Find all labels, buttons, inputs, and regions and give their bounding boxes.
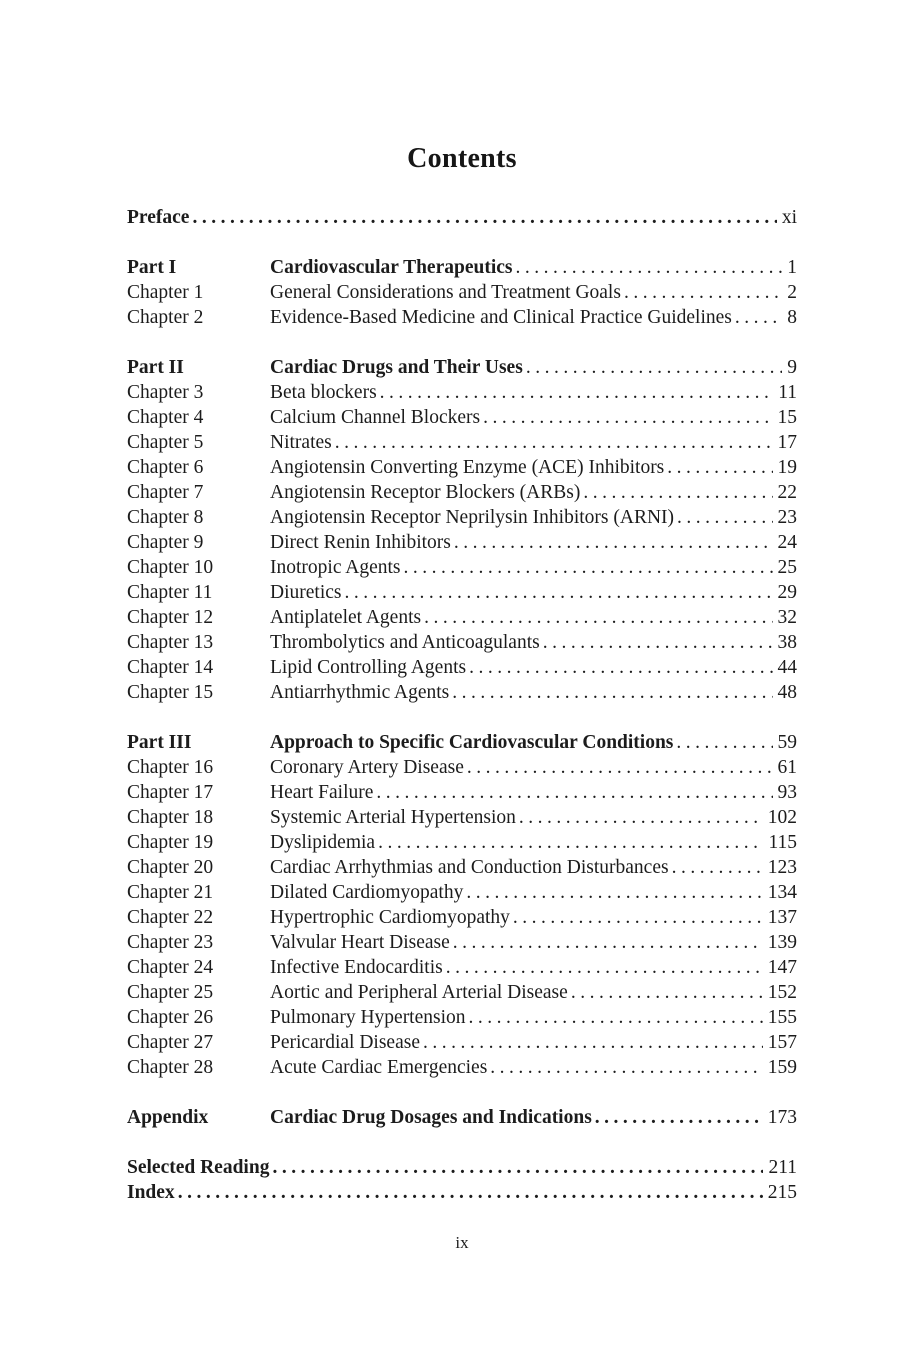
- toc-entry-label: Chapter 27: [127, 1032, 214, 1053]
- toc-row: [127, 730, 797, 755]
- toc-entry-page: xi: [781, 207, 797, 228]
- toc-entry-title: Aortic and Peripheral Arterial Disease: [270, 982, 568, 1003]
- toc-entry-page: 147: [767, 957, 797, 978]
- toc-row: [127, 905, 797, 930]
- toc-entry-page: 22: [777, 482, 797, 503]
- toc: [127, 205, 797, 1205]
- contents-page: [127, 0, 797, 1255]
- toc-entry-title: Angiotensin Receptor Neprilysin Inhibitors (ARNI): [270, 507, 675, 528]
- dot-leader: [543, 630, 773, 655]
- toc-entry-label: Chapter 23: [127, 932, 214, 953]
- dot-leader: [513, 905, 763, 930]
- toc-entry-title: Antiarrhythmic Agents: [270, 682, 450, 703]
- dot-leader: [178, 1180, 763, 1205]
- toc-entry-label: Chapter 12: [127, 607, 214, 628]
- toc-row: [127, 1030, 797, 1055]
- dot-leader: [667, 455, 772, 480]
- toc-entry-page: 24: [777, 532, 797, 553]
- toc-entry-title: Dilated Cardiomyopathy: [270, 882, 464, 903]
- toc-row: [127, 830, 797, 855]
- toc-entry-page: 59: [777, 732, 797, 753]
- toc-entry-page: 61: [777, 757, 797, 778]
- toc-entry-title: Preface: [127, 207, 190, 228]
- dot-leader: [469, 1005, 763, 1030]
- toc-entry-title: Acute Cardiac Emergencies: [270, 1057, 488, 1078]
- toc-section: [127, 1105, 797, 1130]
- toc-entry-page: 32: [777, 607, 797, 628]
- dot-leader: [583, 480, 772, 505]
- toc-row: [127, 305, 797, 330]
- dot-leader: [595, 1105, 763, 1130]
- toc-entry-title: Cardiac Arrhythmias and Conduction Disturbances: [270, 857, 669, 878]
- toc-entry-page: 17: [777, 432, 797, 453]
- toc-entry-title: Angiotensin Receptor Blockers (ARBs): [270, 482, 581, 503]
- toc-entry-page: 93: [777, 782, 797, 803]
- toc-row: [127, 1180, 797, 1205]
- toc-entry-page: 44: [777, 657, 797, 678]
- dot-leader: [483, 405, 772, 430]
- toc-row: [127, 630, 797, 655]
- dot-leader: [672, 855, 763, 880]
- dot-leader: [467, 755, 773, 780]
- dot-leader: [735, 305, 782, 330]
- dot-leader: [272, 1155, 763, 1180]
- toc-entry-title: Pulmonary Hypertension: [270, 1007, 466, 1028]
- dot-leader: [452, 680, 772, 705]
- toc-entry-title: Selected Reading: [127, 1157, 270, 1178]
- dot-leader: [446, 955, 763, 980]
- dot-leader: [469, 655, 772, 680]
- toc-entry-label: Chapter 6: [127, 457, 204, 478]
- toc-section: [127, 730, 797, 1080]
- toc-row: [127, 555, 797, 580]
- dot-leader: [378, 830, 763, 855]
- toc-entry-label: Chapter 15: [127, 682, 214, 703]
- toc-entry-page: 215: [767, 1182, 797, 1203]
- toc-entry-page: 159: [767, 1057, 797, 1078]
- toc-row: [127, 655, 797, 680]
- dot-leader: [424, 605, 772, 630]
- toc-entry-title: Pericardial Disease: [270, 1032, 420, 1053]
- toc-row: [127, 1055, 797, 1080]
- toc-entry-title: General Considerations and Treatment Goals: [270, 282, 621, 303]
- dot-leader: [490, 1055, 762, 1080]
- dot-leader: [526, 355, 782, 380]
- dot-leader: [376, 780, 772, 805]
- dot-leader: [454, 530, 773, 555]
- toc-entry-title: Dyslipidemia: [270, 832, 376, 853]
- toc-entry-title: Cardiovascular Therapeutics: [270, 257, 513, 278]
- toc-row: [127, 1105, 797, 1130]
- toc-entry-title: Index: [127, 1182, 175, 1203]
- toc-entry-label: Chapter 1: [127, 282, 204, 303]
- toc-row: [127, 480, 797, 505]
- toc-entry-page: 48: [777, 682, 797, 703]
- toc-entry-label: Chapter 4: [127, 407, 204, 428]
- toc-entry-page: 157: [767, 1032, 797, 1053]
- dot-leader: [624, 280, 782, 305]
- toc-entry-title: Evidence-Based Medicine and Clinical Practice Guidelines: [270, 307, 732, 328]
- page-number-footer: ix: [455, 1233, 469, 1252]
- toc-row: [127, 430, 797, 455]
- toc-entry-page: 152: [767, 982, 797, 1003]
- toc-entry-title: Cardiac Drug Dosages and Indications: [270, 1107, 592, 1128]
- toc-entry-page: 134: [767, 882, 797, 903]
- toc-entry-title: Approach to Specific Cardiovascular Conditions: [270, 732, 674, 753]
- toc-row: [127, 1005, 797, 1030]
- toc-row: [127, 605, 797, 630]
- toc-entry-title: Lipid Controlling Agents: [270, 657, 467, 678]
- toc-entry-page: 29: [777, 582, 797, 603]
- toc-entry-label: Chapter 5: [127, 432, 204, 453]
- toc-row: [127, 780, 797, 805]
- toc-entry-label: Appendix: [127, 1107, 209, 1128]
- toc-entry-label: Chapter 7: [127, 482, 204, 503]
- toc-entry-label: Chapter 2: [127, 307, 204, 328]
- toc-entry-label: Chapter 9: [127, 532, 204, 553]
- toc-section: [127, 1155, 797, 1205]
- toc-entry-title: Coronary Artery Disease: [270, 757, 464, 778]
- toc-section: [127, 355, 797, 705]
- dot-leader: [335, 430, 773, 455]
- toc-row: [127, 455, 797, 480]
- toc-entry-label: Chapter 17: [127, 782, 214, 803]
- toc-row: [127, 805, 797, 830]
- toc-entry-title: Inotropic Agents: [270, 557, 401, 578]
- toc-section: [127, 205, 797, 230]
- toc-row: [127, 880, 797, 905]
- toc-entry-page: 11: [778, 382, 797, 403]
- toc-entry-page: 173: [767, 1107, 797, 1128]
- toc-entry-page: 115: [768, 832, 797, 853]
- toc-row: [127, 855, 797, 880]
- toc-entry-label: Chapter 18: [127, 807, 214, 828]
- toc-row: [127, 680, 797, 705]
- toc-entry-title: Infective Endocarditis: [270, 957, 443, 978]
- toc-entry-page: 1: [787, 257, 797, 278]
- toc-entry-page: 25: [777, 557, 797, 578]
- toc-entry-label: Part I: [127, 257, 177, 278]
- dot-leader: [519, 805, 763, 830]
- dot-leader: [423, 1030, 763, 1055]
- toc-row: [127, 530, 797, 555]
- toc-entry-title: Cardiac Drugs and Their Uses: [270, 357, 523, 378]
- toc-entry-title: Hypertrophic Cardiomyopathy: [270, 907, 510, 928]
- dot-leader: [453, 930, 763, 955]
- toc-entry-label: Chapter 21: [127, 882, 214, 903]
- dot-leader: [571, 980, 763, 1005]
- dot-leader: [466, 880, 762, 905]
- toc-row: [127, 955, 797, 980]
- toc-entry-label: Part III: [127, 732, 192, 753]
- toc-entry-label: Chapter 16: [127, 757, 214, 778]
- dot-leader: [677, 505, 772, 530]
- toc-entry-label: Chapter 22: [127, 907, 214, 928]
- toc-row: [127, 980, 797, 1005]
- toc-entry-page: 9: [787, 357, 797, 378]
- toc-entry-label: Part II: [127, 357, 184, 378]
- dot-leader: [516, 255, 783, 280]
- toc-row: [127, 580, 797, 605]
- toc-entry-title: Diuretics: [270, 582, 342, 603]
- toc-entry-page: 2: [787, 282, 797, 303]
- toc-entry-label: Chapter 28: [127, 1057, 214, 1078]
- toc-entry-title: Heart Failure: [270, 782, 374, 803]
- toc-row: [127, 380, 797, 405]
- dot-leader: [344, 580, 772, 605]
- toc-entry-page: 23: [777, 507, 797, 528]
- toc-entry-title: Beta blockers: [270, 382, 377, 403]
- toc-entry-page: 155: [767, 1007, 797, 1028]
- toc-entry-page: 15: [777, 407, 797, 428]
- toc-entry-label: Chapter 14: [127, 657, 214, 678]
- toc-entry-page: 123: [767, 857, 797, 878]
- toc-entry-label: Chapter 19: [127, 832, 214, 853]
- toc-entry-page: 211: [768, 1157, 797, 1178]
- toc-entry-title: Systemic Arterial Hypertension: [270, 807, 516, 828]
- toc-row: [127, 1155, 797, 1180]
- toc-entry-page: 102: [767, 807, 797, 828]
- toc-entry-label: Chapter 10: [127, 557, 214, 578]
- dot-leader: [676, 730, 772, 755]
- toc-entry-title: Antiplatelet Agents: [270, 607, 422, 628]
- toc-entry-title: Valvular Heart Disease: [270, 932, 450, 953]
- toc-entry-label: Chapter 26: [127, 1007, 214, 1028]
- toc-entry-title: Nitrates: [270, 432, 332, 453]
- toc-entry-page: 139: [767, 932, 797, 953]
- toc-entry-label: Chapter 13: [127, 632, 214, 653]
- toc-entry-title: Angiotensin Converting Enzyme (ACE) Inhibitors: [270, 457, 665, 478]
- toc-row: [127, 930, 797, 955]
- toc-entry-title: Calcium Channel Blockers: [270, 407, 481, 428]
- toc-section: [127, 255, 797, 330]
- toc-entry-page: 137: [767, 907, 797, 928]
- toc-row: [127, 505, 797, 530]
- toc-row: [127, 205, 797, 230]
- dot-leader: [192, 205, 776, 230]
- page-title: Contents: [407, 143, 517, 174]
- toc-entry-page: 38: [777, 632, 797, 653]
- toc-entry-page: 8: [787, 307, 797, 328]
- dot-leader: [404, 555, 773, 580]
- toc-entry-label: Chapter 20: [127, 857, 214, 878]
- toc-entry-title: Thrombolytics and Anticoagulants: [270, 632, 540, 653]
- toc-entry-label: Chapter 11: [127, 582, 213, 603]
- toc-row: [127, 405, 797, 430]
- toc-row: [127, 280, 797, 305]
- toc-entry-page: 19: [777, 457, 797, 478]
- toc-row: [127, 755, 797, 780]
- toc-entry-label: Chapter 24: [127, 957, 214, 978]
- toc-row: [127, 255, 797, 280]
- toc-entry-label: Chapter 25: [127, 982, 214, 1003]
- toc-entry-label: Chapter 8: [127, 507, 204, 528]
- toc-entry-label: Chapter 3: [127, 382, 204, 403]
- toc-entry-title: Direct Renin Inhibitors: [270, 532, 451, 553]
- toc-row: [127, 355, 797, 380]
- dot-leader: [380, 380, 774, 405]
